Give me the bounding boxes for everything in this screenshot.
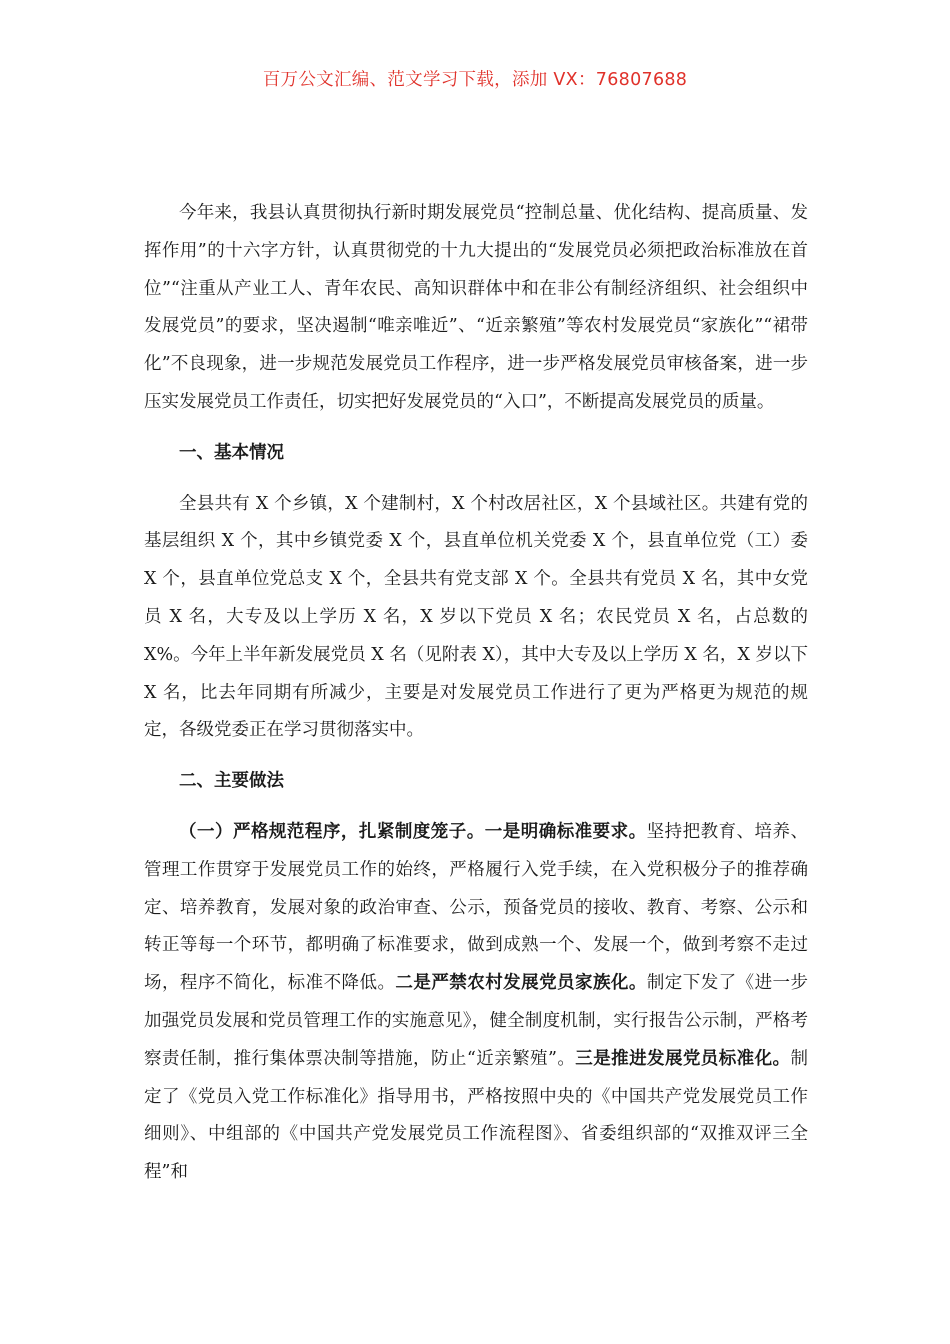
- header-banner: 百万公文汇编、范文学习下载，添加 VX：76807688: [262, 70, 688, 90]
- point-3-body: 制定了《党员入党工作标准化》指导用书，严格按照中央的《中国共产党发展党员工作细则》、中组部的《中国共产党发展党员工作流程图》、省委组织部的“双推双评三全程”和: [144, 1048, 808, 1183]
- subsection-title: （一）严格规范程序，扎紧制度笼子。: [179, 821, 485, 842]
- point-2-body: 制定下发了《进一步加强党员发展和党员管理工作的实施意见》，健全制度机制，实行报告公示制，严格考察责任制，推行集体票决制等措施，防止“近亲繁殖”。: [144, 973, 809, 1069]
- basic-situation-paragraph: 全县共有 X 个乡镇，X 个建制村，X 个村改居社区，X 个县域社区。共建有党的基层组织 X 个，其中乡镇党委 X 个，县直单位机关党委 X 个，县直单位党（工）委 X 个，县直单位党总支 X 个，全县共有党支部 X 个。全县共有党员 X 名，其中女党员 X 名，大专及以上学历 X 名，X 岁以下党员 X 名；农民党员 X 名，占总数的 X%。今年上半年新发展党员 X 名（见附表 X），其中大专及以上学历 X 名，X 岁以下 X 名，比去年同期有所减少，主要是对发展党员工作进行了更为严格更为规范的规定，各级党委正在学习贯彻落实中。: [144, 493, 826, 741]
- point-3-title: 三是推进发展党员标准化。: [575, 1048, 791, 1069]
- point-1-body: 坚持把教育、培养、管理工作贯穿于发展党员工作的始终，严格履行入党手续，在入党积极分子的推荐确定、培养教育，发展对象的政治审查、公示，预备党员的接收、教育、考察、公示和转正等每一个环节，都明确了标准要求，做到成熟一个、发展一个，做到考察不走过场，程序不简化，标准不降低。: [144, 821, 809, 994]
- intro-paragraph: 今年来，我县认真贯彻执行新时期发展党员“控制总量、优化结构、提高质量、发挥作用”的十六字方针，认真贯彻党的十九大提出的“发展党员必须把政治标准放在首位”“注重从产业工人、青年农民、高知识群体中和在非公有制经济组织、社会组织中发展党员”的要求，坚决遏制“唯亲唯近”、“近亲繁殖”等农村发展党员“家族化”“裙带化”不良现象，进一步规范发展党员工作程序，进一步严格发展党员审核备案，进一步压实发展党员工作责任，切实把好发展党员的“入口”，不断提高发展党员的质量。: [144, 203, 808, 412]
- main-practices-paragraph: [144, 814, 808, 1192]
- document-body: [144, 195, 826, 1192]
- point-2-title: 二是严禁农村发展党员家族化。: [395, 973, 647, 994]
- section-heading-main-practices: 二、主要做法: [179, 771, 284, 792]
- section-heading-basic-situation: 一、基本情况: [179, 442, 284, 463]
- point-1-title: 一是明确标准要求。: [484, 821, 647, 842]
